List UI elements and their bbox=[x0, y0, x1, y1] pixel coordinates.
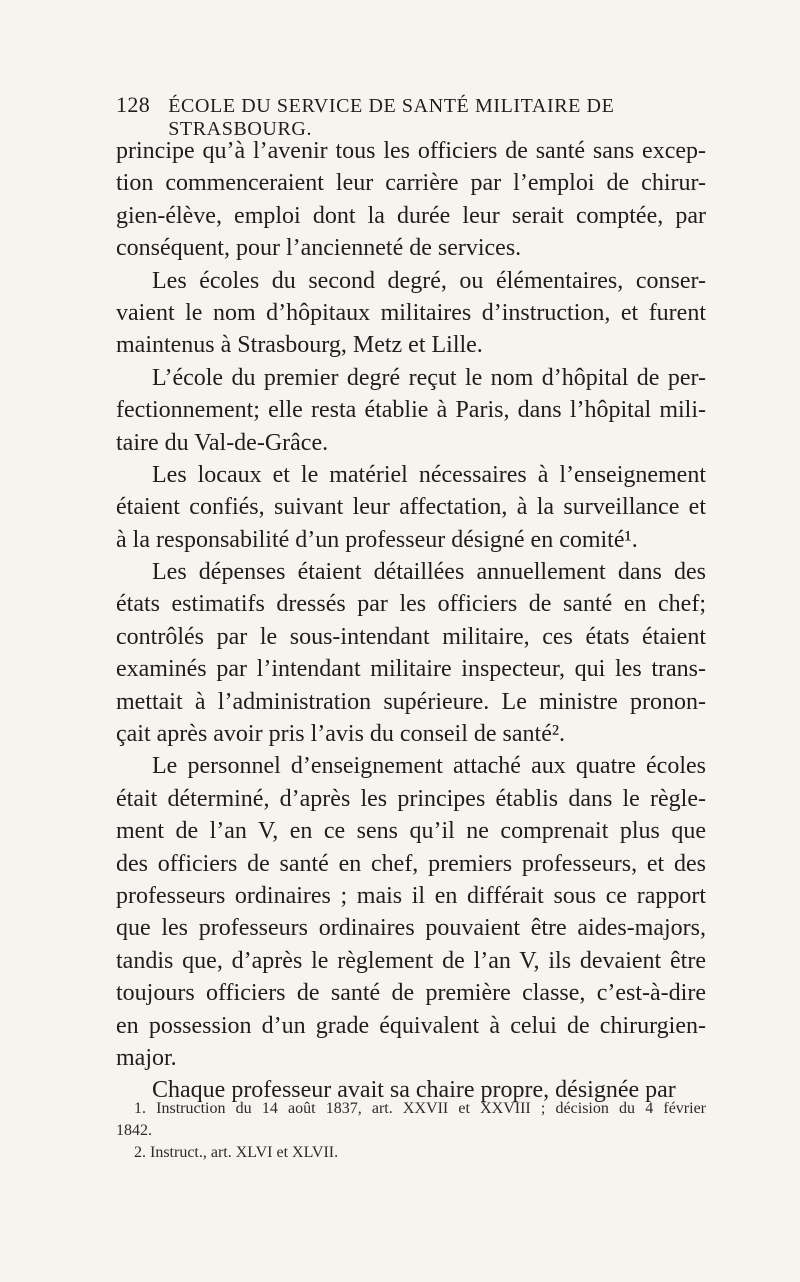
text-line: major. bbox=[116, 1044, 177, 1071]
footnotes bbox=[116, 1098, 706, 1164]
text-line: en possession d’un grade équivalent à celui de chirurgien- bbox=[116, 1012, 706, 1039]
text-line: des officiers de santé en chef, premiers professeurs, et des bbox=[116, 850, 706, 877]
text-line: étaient confiés, suivant leur affectation, à la surveillance et bbox=[116, 494, 706, 521]
text-line: Chaque professeur avait sa chaire propre, désignée par bbox=[152, 1077, 676, 1104]
text-line: fectionnement; elle resta établie à Paris, dans l’hôpital mili- bbox=[116, 397, 706, 424]
text-line: taire du Val-de-Grâce. bbox=[116, 429, 329, 456]
text-line: contrôlés par le sous-intendant militaire, ces états étaient bbox=[116, 623, 706, 650]
text-line: ment de l’an V, en ce sens qu’il ne comprenait plus que bbox=[116, 818, 706, 845]
text-line: était déterminé, d’après les principes établis dans le règle- bbox=[116, 785, 706, 812]
text-line: çait après avoir pris l’avis du conseil de santé². bbox=[116, 721, 566, 748]
text-line: Le personnel d’enseignement attaché aux quatre écoles bbox=[152, 753, 706, 780]
text-line: toujours officiers de santé de première classe, c’est-à-dire bbox=[116, 980, 706, 1007]
running-header bbox=[116, 92, 706, 140]
text-line: Les dépenses étaient détaillées annuellement dans des bbox=[152, 559, 706, 586]
text-line: tion commenceraient leur carrière par l’emploi de chirur- bbox=[116, 170, 706, 197]
text-line: maintenus à Strasbourg, Metz et Lille. bbox=[116, 332, 483, 359]
text-line: Les locaux et le matériel nécessaires à l’enseignement bbox=[152, 461, 706, 488]
text-line: Les écoles du second degré, ou élémentaires, conser- bbox=[152, 267, 706, 294]
page-number: 128 bbox=[116, 92, 151, 117]
text-line: à la responsabilité d’un professeur désigné en comité¹. bbox=[116, 526, 638, 553]
text-line: gien-élève, emploi dont la durée leur serait comptée, par bbox=[116, 202, 706, 229]
text-line: mettait à l’administration supérieure. Le ministre pronon- bbox=[116, 688, 706, 715]
text-line: tandis que, d’après le règlement de l’an V, ils devaient être bbox=[116, 947, 706, 974]
body-text bbox=[116, 135, 706, 1107]
text-line: états estimatifs dressés par les officiers de santé en chef; bbox=[116, 591, 706, 618]
text-line: L’école du premier degré reçut le nom d’hôpital de per- bbox=[152, 364, 706, 391]
footnote-line: 1842. bbox=[116, 1122, 152, 1139]
running-title: ÉCOLE DU SERVICE DE SANTÉ MILITAIRE DE STRASBOURG. bbox=[168, 95, 615, 140]
text-line: vaient le nom d’hôpitaux militaires d’instruction, et furent bbox=[116, 299, 706, 326]
text-line: principe qu’à l’avenir tous les officiers de santé sans excep- bbox=[116, 138, 706, 164]
footnote-line: 2. Instruct., art. XLVI et XLVII. bbox=[134, 1144, 339, 1161]
text-line: que les professeurs ordinaires pouvaient être aides-majors, bbox=[116, 915, 706, 942]
footnote-line: 1. Instruction du 14 août 1837, art. XXVII et XXVIII ; décision du 4 février bbox=[134, 1100, 706, 1117]
text-line: examinés par l’intendant militaire inspecteur, qui les trans- bbox=[116, 656, 706, 683]
text-line: conséquent, pour l’ancienneté de services. bbox=[116, 235, 522, 262]
text-line: professeurs ordinaires ; mais il en différait sous ce rapport bbox=[116, 882, 706, 909]
